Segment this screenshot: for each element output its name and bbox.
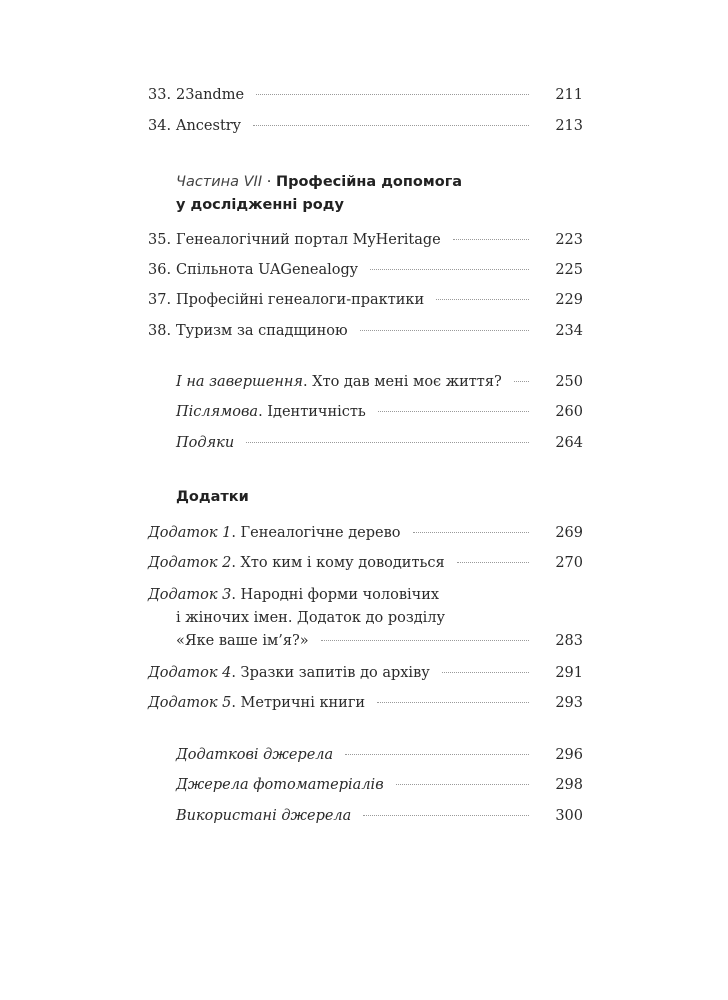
entry-subtitle: . Метричні книги: [231, 695, 366, 711]
toc-entry[interactable]: [148, 290, 583, 310]
toc-entry[interactable]: [176, 775, 583, 795]
dot-leader: [377, 702, 529, 703]
dot-leader: [370, 269, 529, 270]
entry-subtitle: . Зразки запитів до архіву: [231, 665, 430, 681]
entry-title: Використані джерела: [176, 808, 352, 824]
entry-page: 234: [555, 323, 583, 339]
entry-page: 260: [555, 404, 583, 420]
entry-title: [148, 523, 401, 543]
entry-label: Подяки: [176, 435, 235, 451]
entry-label: І на завершення: [176, 374, 304, 390]
entry-page: 300: [555, 808, 583, 824]
entry-label: Додаток 2: [148, 555, 232, 571]
dot-leader: [363, 815, 529, 816]
entry-label: Додаток 4: [148, 665, 232, 681]
entry-title: [148, 585, 439, 605]
dot-leader: [453, 239, 529, 240]
entry-page: 250: [555, 374, 583, 390]
entry-subtitle: . Народні форми чоловічих: [231, 587, 440, 603]
entry-title: Додаткові джерела: [176, 747, 334, 763]
toc-entry[interactable]: [176, 433, 583, 453]
entry-number: 37.: [148, 292, 172, 308]
toc-entry[interactable]: [176, 806, 583, 826]
entry-subtitle: . Ідентичність: [258, 404, 366, 420]
part-title-line1: Професійна допомога: [275, 174, 463, 190]
entry-page: 270: [555, 555, 583, 571]
entry-page: 223: [555, 232, 583, 248]
entry-page: 229: [555, 292, 583, 308]
toc-entry[interactable]: [176, 745, 583, 765]
entry-title: Джерела фотоматеріалів: [176, 777, 384, 793]
entry-label: Додаток 1: [148, 525, 232, 541]
toc-entry[interactable]: [148, 523, 583, 543]
entry-title: Туризм за спадщиною: [176, 323, 348, 339]
entry-page: 293: [555, 695, 583, 711]
entry-title-line2: і жіночих імен. Додаток до розділу: [176, 610, 446, 626]
entry-page: 225: [555, 262, 583, 278]
entry-label: Додаток 5: [148, 695, 232, 711]
entry-page: 264: [555, 435, 583, 451]
entry-title: [148, 553, 445, 573]
entry-subtitle: . Генеалогічне дерево: [231, 525, 401, 541]
entry-title: 23andme: [176, 87, 245, 103]
dot-leader: [442, 672, 529, 673]
separator: ·: [262, 174, 276, 190]
dot-leader: [436, 299, 529, 300]
entry-page: 291: [555, 665, 583, 681]
toc-entry-line3[interactable]: [176, 631, 583, 651]
toc-entry-line1[interactable]: [148, 585, 583, 605]
entry-page: 298: [555, 777, 583, 793]
entry-number: 35.: [148, 232, 172, 248]
toc-entry[interactable]: [148, 230, 583, 250]
toc-entry[interactable]: [148, 663, 583, 683]
toc-entry[interactable]: [148, 553, 583, 573]
toc-entry[interactable]: [148, 116, 583, 136]
part-prefix: Частина VII: [176, 174, 263, 190]
entry-title: Генеалогічний портал MyHeritage: [176, 232, 441, 248]
entry-number: 34.: [148, 118, 172, 134]
entry-number: 33.: [148, 87, 172, 103]
toc-entry[interactable]: [148, 260, 583, 280]
entry-title-line3: «Яке ваше ім’я?»: [176, 633, 309, 649]
appendix-heading: [176, 486, 249, 509]
toc-entry[interactable]: [148, 85, 583, 105]
dot-leader: [413, 532, 530, 533]
entry-label: Післямова: [176, 404, 259, 420]
toc-entry[interactable]: [176, 372, 583, 392]
entry-subtitle: . Хто ким і кому доводиться: [231, 555, 445, 571]
entry-number: 38.: [148, 323, 172, 339]
entry-page: 211: [555, 87, 583, 103]
entry-page: 269: [555, 525, 583, 541]
entry-page: 296: [555, 747, 583, 763]
entry-title: Професійні генеалоги-практики: [176, 292, 425, 308]
dot-leader: [457, 562, 529, 563]
entry-label: Додаток 3: [148, 587, 232, 603]
entry-page: 213: [555, 118, 583, 134]
entry-number: 36.: [148, 262, 172, 278]
dot-leader: [345, 754, 529, 755]
part-heading: [176, 171, 462, 217]
dot-leader: [253, 125, 529, 126]
dot-leader: [396, 784, 529, 785]
entry-title: [176, 372, 502, 392]
entry-title: [148, 693, 365, 713]
part-title-line2: у дослідженні роду: [176, 197, 344, 213]
entry-title: [176, 402, 366, 422]
dot-leader: [246, 442, 529, 443]
entry-title: [148, 663, 430, 683]
dot-leader: [360, 330, 529, 331]
toc-entry[interactable]: [148, 693, 583, 713]
dot-leader: [378, 411, 529, 412]
toc-entry[interactable]: [148, 321, 583, 341]
dot-leader: [514, 381, 529, 382]
entry-page: 283: [555, 633, 583, 649]
entry-title: Спільнота UAGenealogy: [176, 262, 358, 278]
toc-entry[interactable]: [176, 402, 583, 422]
dot-leader: [256, 94, 529, 95]
entry-subtitle: . Хто дав мені моє життя?: [303, 374, 502, 390]
appendix-heading-text: Додатки: [176, 489, 249, 505]
entry-title: Ancestry: [176, 118, 241, 134]
dot-leader: [321, 640, 529, 641]
entry-title: [176, 433, 234, 453]
